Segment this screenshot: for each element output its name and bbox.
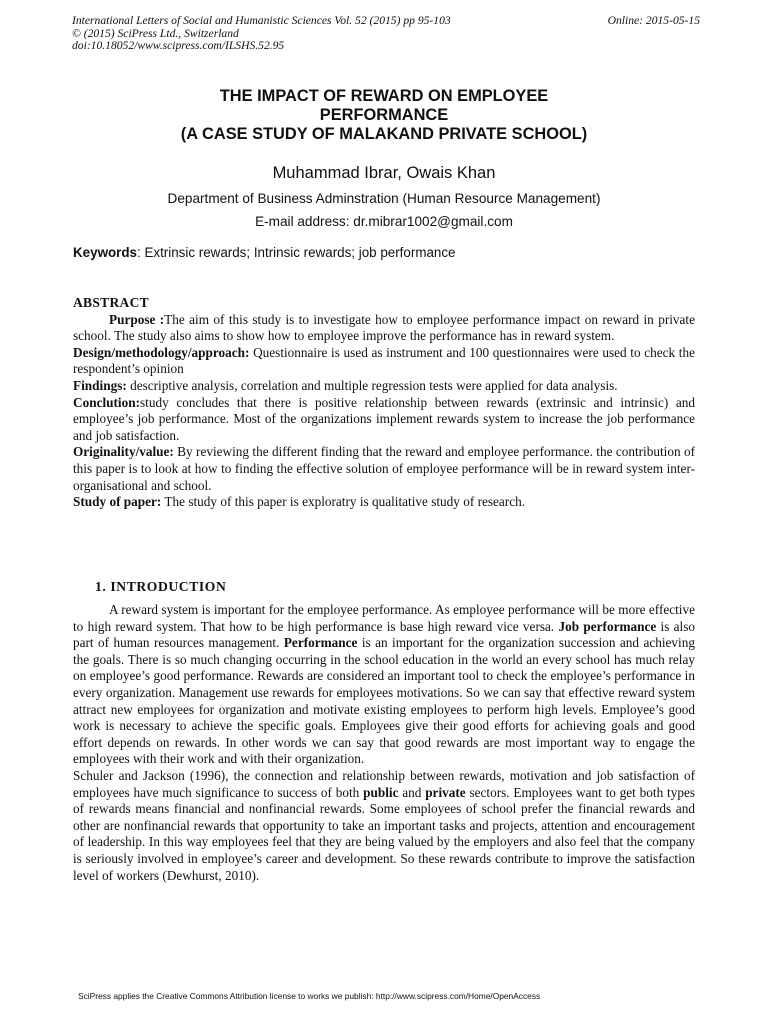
abstract-purpose bbox=[73, 312, 695, 345]
author-email[interactable]: E-mail address: dr.mibrar1002@gmail.com bbox=[255, 214, 513, 229]
abstract-section bbox=[73, 295, 695, 511]
introduction-heading: 1. INTRODUCTION bbox=[95, 579, 227, 594]
intro-p2-text-c: sectors. Employees want to get both types of rewards means financial and nonfinancial rewards. Some employees of school prefer the financial rewards and other are nonfinancial rewards that opportunity to take an important tasks and projects, attention and encouragement of leadership. In this way employees feel that they are being valued by the employers and also feel that the company is seriously involved in employee’s career and development. So these rewards contribute to improve the satisfaction level of workers (Dewhurst, 2010). bbox=[73, 784, 695, 883]
study-text: The study of this paper is exploratry is qualitative study of research. bbox=[161, 494, 526, 510]
performance-term: Performance bbox=[283, 635, 358, 651]
originality-text: By reviewing the different finding that the reward and employee performance. the contribution of this paper is to look at how to finding the effective solution of employee performance will be in reward system inter-organisational and school. bbox=[73, 444, 695, 493]
private-term: private bbox=[425, 784, 466, 800]
journal-header bbox=[72, 15, 700, 53]
copyright-line: © (2015) SciPress Ltd., Switzerland bbox=[72, 26, 239, 40]
intro-p1-text-a: A reward system is important for the employee performance. As employee performance will be more effective to high reward system. That how to be high performance is base high reward vice versa. bbox=[73, 602, 695, 634]
author-names: Muhammad Ibrar, Owais Khan bbox=[272, 164, 496, 182]
abstract-study bbox=[73, 494, 695, 511]
intro-p1-text-c: is an important for the organization succession and achieving the goals. There is so much changing occurring in the school education in the world an every school has much relay on employee’s good performance. Rewards are considered an important tool to check the employee’s performance in every organization. Management use rewards for employees motivations. So we can say that effective reward system attract new employees for organization and motivate existing employees to perform high levels. Employee’s good work is necessary to achieve the specific goals. Employees give their good efforts for achieving goals and good effort depends on rewards. In other words we can say that good rewards are most important way to engage the employees with their work and with their organization. bbox=[73, 635, 695, 767]
keywords-text: : Extrinsic rewards; Intrinsic rewards; job performance bbox=[137, 245, 456, 260]
title-line-1: THE IMPACT OF REWARD ON EMPLOYEE bbox=[219, 87, 549, 105]
purpose-label: Purpose : bbox=[109, 311, 165, 327]
public-term: public bbox=[363, 784, 399, 800]
conclusion-text: study concludes that there is positive relationship between rewards (extrinsic and intrinsic) and employee’s job performance. Most of the organizations implement rewards system to increase the job performance and job satisfaction. bbox=[73, 394, 695, 443]
originality-label: Originality/value: bbox=[73, 444, 174, 460]
design-label: Design/methodology/approach: bbox=[73, 344, 250, 360]
title-line-2: PERFORMANCE bbox=[319, 106, 449, 124]
conclusion-label: Conclution: bbox=[73, 394, 140, 410]
introduction-section bbox=[73, 602, 695, 884]
study-label: Study of paper: bbox=[73, 494, 162, 510]
findings-label: Findings: bbox=[73, 377, 127, 393]
intro-paragraph-2 bbox=[73, 768, 695, 884]
journal-citation: International Letters of Social and Humanistic Sciences Vol. 52 (2015) pp 95-103 bbox=[72, 14, 451, 27]
keywords-line bbox=[73, 245, 713, 260]
license-footer[interactable]: SciPress applies the Creative Commons Attribution license to works we publish: http://www.scipress.com/Home/OpenAccess bbox=[78, 991, 541, 1001]
online-date: Online: 2015-05-15 bbox=[607, 14, 700, 27]
paper-title bbox=[0, 87, 768, 144]
intro-paragraph-1 bbox=[73, 602, 695, 768]
abstract-conclusion bbox=[73, 395, 695, 445]
intro-p2-text-b: and bbox=[398, 784, 426, 800]
abstract-heading: ABSTRACT bbox=[73, 295, 149, 310]
author-department: Department of Business Adminstration (Human Resource Management) bbox=[167, 191, 601, 206]
intro-p1-text-b: is also part of human resources management. bbox=[73, 618, 695, 651]
title-line-3: (A CASE STUDY OF MALAKAND PRIVATE SCHOOL) bbox=[180, 125, 588, 143]
job-performance-term: Job performance bbox=[558, 618, 657, 634]
abstract-findings bbox=[73, 378, 695, 395]
doi-line[interactable]: doi:10.18052/www.scipress.com/ILSHS.52.95 bbox=[72, 39, 285, 52]
design-text: Questionnaire is used as instrument and 100 questionnaires were used to check the respondent’s opinion bbox=[73, 344, 695, 377]
keywords-label: Keywords bbox=[73, 245, 137, 260]
purpose-text: The aim of this study is to investigate how to employee performance impact on reward in private school. The study also aims to show how to employee improve the performance has in reward system. bbox=[73, 311, 695, 344]
intro-p2-text-a: Schuler and Jackson (1996), the connection and relationship between rewards, motivation and job satisfaction of employees have much significance to success of both bbox=[73, 767, 695, 800]
abstract-originality bbox=[73, 444, 695, 494]
findings-text: descriptive analysis, correlation and multiple regression tests were applied for data analysis. bbox=[126, 377, 618, 393]
abstract-design bbox=[73, 345, 695, 378]
